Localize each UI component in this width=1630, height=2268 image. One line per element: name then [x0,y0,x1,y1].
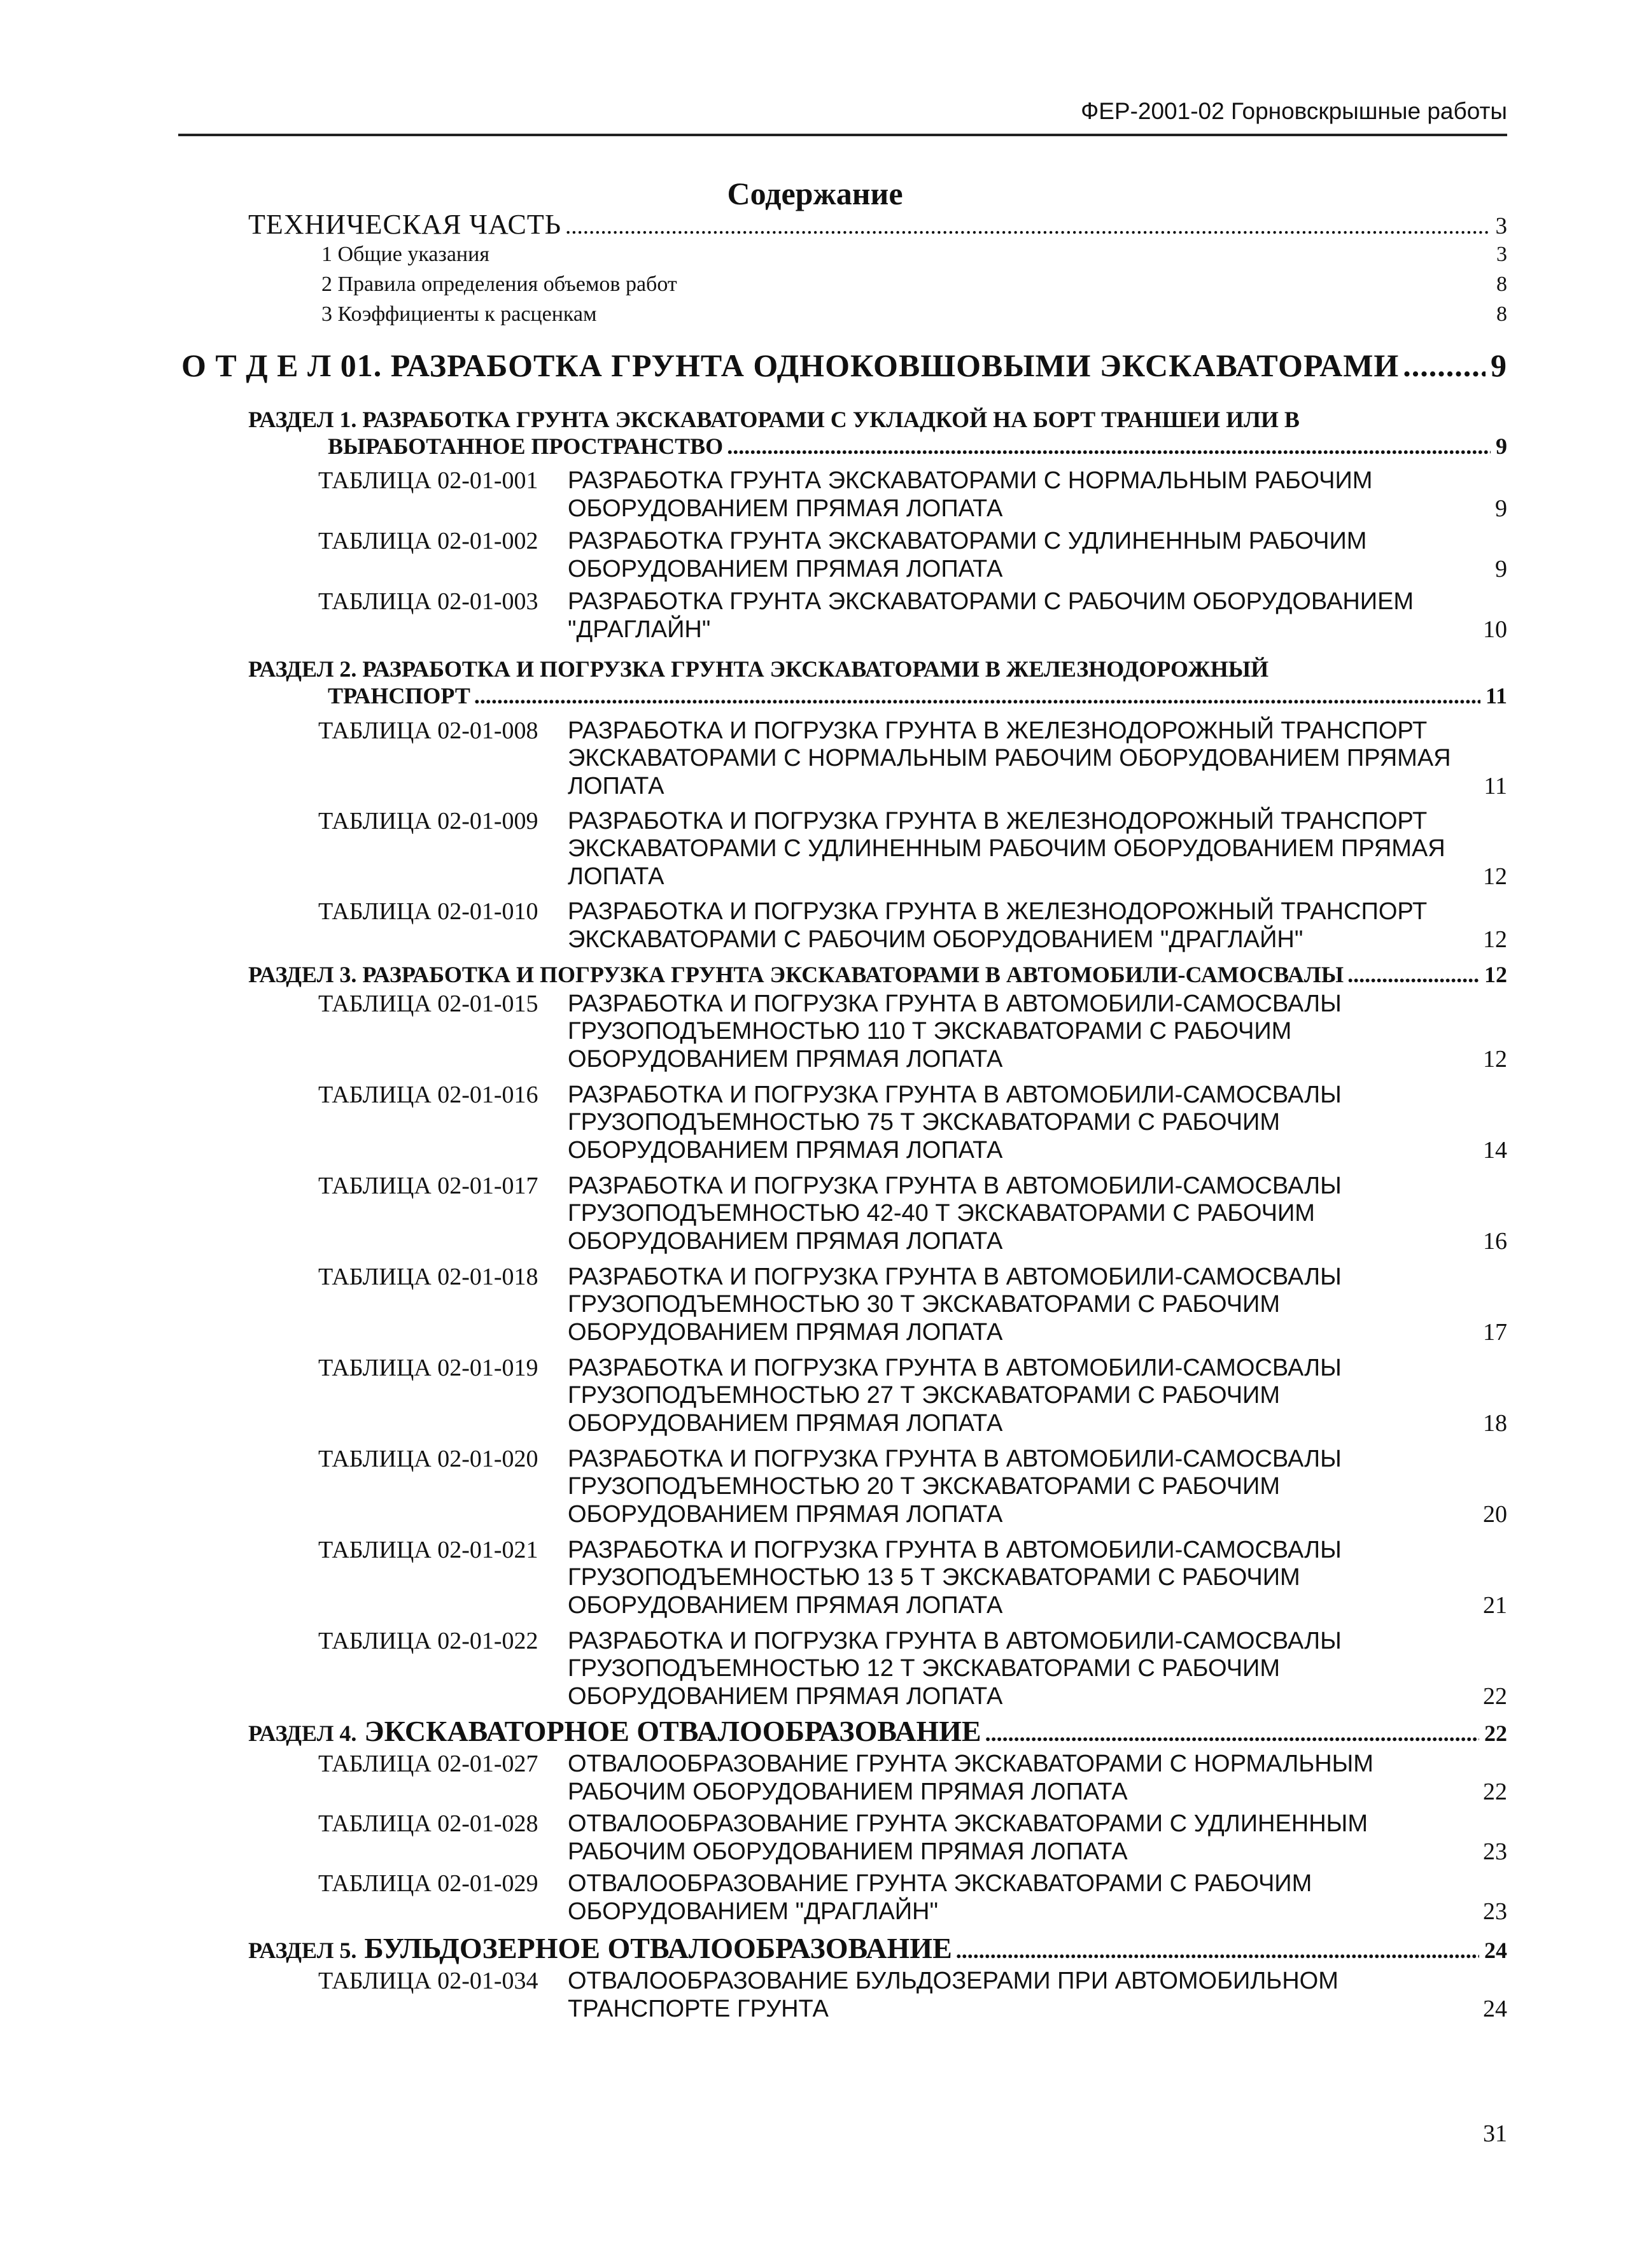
toc-entry-label: РАЗРАБОТКА И ПОГРУЗКА ГРУНТА В ЖЕЛЕЗНОДОРОЖНЫЙ ТРАНСПОРТ [568,808,1428,835]
toc-entry-label-cont: ГРУЗОПОДЪЕМНОСТЬЮ 30 Т ЭКСКАВАТОРАМИ С РАБОЧИМ [568,1291,1281,1318]
table-code: ТАБЛИЦА 02-01-001 [318,467,538,494]
toc-entry-label: ТЕХНИЧЕСКАЯ ЧАСТЬ [248,209,562,240]
toc-page: 14 [1483,1137,1507,1164]
toc-table-02-01-017[interactable] [318,1172,1507,1255]
toc-entry-label: 2 Правила определения объемов работ [321,272,677,296]
toc-page: 9 [1491,348,1507,383]
table-code: ТАБЛИЦА 02-01-022 [318,1628,538,1654]
table-code: ТАБЛИЦА 02-01-019 [318,1355,538,1381]
toc-entry-label-cont: ВЫРАБОТАННОЕ ПРОСТРАНСТВО [328,433,724,459]
toc-entry-label-cont: РАБОЧИМ ОБОРУДОВАНИЕМ ПРЯМАЯ ЛОПАТА [568,1778,1128,1805]
toc-razdel-3[interactable] [248,961,1507,988]
toc-entry-label-cont: ГРУЗОПОДЪЕМНОСТЬЮ 75 Т ЭКСКАВАТОРАМИ С РАБОЧИМ [568,1109,1281,1136]
toc-table-02-01-019[interactable] [318,1354,1507,1437]
toc-page: 22 [1483,1778,1507,1805]
toc-table-02-01-015[interactable] [318,990,1507,1073]
toc-entry-label: РАЗРАБОТКА И ПОГРУЗКА ГРУНТА В ЖЕЛЕЗНОДОРОЖНЫЙ ТРАНСПОРТ [568,898,1428,925]
toc-page: 22 [1483,1683,1507,1710]
toc-page: 10 [1483,616,1507,643]
toc-entry-label: РАЗРАБОТКА И ПОГРУЗКА ГРУНТА В АВТОМОБИЛИ-САМОСВАЛЫ [568,1628,1342,1654]
toc-entry-label: РАЗРАБОТКА И ПОГРУЗКА ГРУНТА В АВТОМОБИЛИ-САМОСВАЛЫ [568,1081,1342,1108]
toc-entry-label-cont: ЭКСКАВАТОРАМИ С УДЛИНЕННЫМ РАБОЧИМ ОБОРУДОВАНИЕМ ПРЯМАЯ [568,835,1445,862]
toc-entry-label: ОТВАЛООБРАЗОВАНИЕ ГРУНТА ЭКСКАВАТОРАМИ С НОРМАЛЬНЫМ [568,1750,1374,1777]
page-title: Содержание [727,176,903,211]
toc-razdel-1[interactable] [248,406,1507,460]
toc-entry-label: РАЗРАБОТКА ГРУНТА ЭКСКАВАТОРАМИ С РАБОЧИМ ОБОРУДОВАНИЕМ [568,588,1414,615]
table-code: ТАБЛИЦА 02-01-002 [318,528,538,554]
toc-page: 9 [1495,495,1507,522]
toc-entry-label: РАЗРАБОТКА ГРУНТА ЭКСКАВАТОРАМИ С УДЛИНЕННЫМ РАБОЧИМ [568,528,1367,554]
toc-table-02-01-027[interactable] [318,1750,1507,1806]
toc-table-02-01-018[interactable] [318,1263,1507,1346]
table-code: ТАБЛИЦА 02-01-020 [318,1446,538,1472]
table-code: ТАБЛИЦА 02-01-029 [318,1870,538,1897]
toc-page: 11 [1485,683,1507,708]
toc-page: 9 [1496,433,1507,459]
toc-entry-label-cont: ОБОРУДОВАНИЕМ ПРЯМАЯ ЛОПАТА [568,1683,1003,1710]
toc-table-02-01-029[interactable] [318,1870,1507,1926]
toc-table-02-01-022[interactable] [318,1627,1507,1710]
toc-table-02-01-008[interactable] [318,717,1507,800]
toc-entry-label: РАЗРАБОТКА И ПОГРУЗКА ГРУНТА В АВТОМОБИЛИ-САМОСВАЛЫ [568,1355,1342,1381]
table-code: ТАБЛИЦА 02-01-027 [318,1750,538,1777]
toc-entry-label-cont: ТРАНСПОРТ [328,683,470,708]
table-code: ТАБЛИЦА 02-01-009 [318,808,538,835]
table-code: ТАБЛИЦА 02-01-028 [318,1810,538,1837]
toc-page: 9 [1495,556,1507,582]
toc-entry-prefix: РАЗДЕЛ 5. [248,1938,357,1963]
toc-razdel-2[interactable] [248,656,1507,709]
toc-entry-label-cont: ОБОРУДОВАНИЕМ ПРЯМАЯ ЛОПАТА [568,1137,1003,1164]
toc-entry-label-cont: ЭКСКАВАТОРАМИ С РАБОЧИМ ОБОРУДОВАНИЕМ "ДРАГЛАЙН" [568,926,1303,953]
toc-razdel-5[interactable] [248,1931,1507,1965]
toc-entry-label-cont: ОБОРУДОВАНИЕМ ПРЯМАЯ ЛОПАТА [568,1046,1003,1073]
toc-entry-label: РАЗРАБОТКА И ПОГРУЗКА ГРУНТА В ЖЕЛЕЗНОДОРОЖНЫЙ ТРАНСПОРТ [568,717,1428,744]
leader-dots [565,213,1490,240]
toc-entry-label: РАЗДЕЛ 3. РАЗРАБОТКА И ПОГРУЗКА ГРУНТА ЭКСКАВАТОРАМИ В АВТОМОБИЛИ-САМОСВАЛЫ [248,962,1344,987]
toc-table-02-01-010[interactable] [318,898,1507,954]
toc-table-02-01-002[interactable] [318,527,1507,583]
toc-entry-label-cont: "ДРАГЛАЙН" [568,616,711,643]
table-code: ТАБЛИЦА 02-01-008 [318,717,538,744]
toc-page: 23 [1483,1898,1507,1925]
toc-table-02-01-009[interactable] [318,807,1507,891]
toc-page: 12 [1483,926,1507,953]
toc-table-02-01-028[interactable] [318,1810,1507,1866]
leader-dots [727,433,1491,460]
toc-page: 3 [1496,243,1507,266]
toc-table-02-01-020[interactable] [318,1445,1507,1528]
table-code: ТАБЛИЦА 02-01-021 [318,1537,538,1563]
toc-entry-label: ОТВАЛООБРАЗОВАНИЕ ГРУНТА ЭКСКАВАТОРАМИ С УДЛИНЕННЫМ [568,1810,1368,1837]
toc-page: 17 [1483,1319,1507,1346]
toc-entry-label: ОТВАЛООБРАЗОВАНИЕ БУЛЬДОЗЕРАМИ ПРИ АВТОМОБИЛЬНОМ [568,1968,1338,1994]
toc-tech-part[interactable] [248,208,1507,241]
toc-page: 23 [1483,1838,1507,1865]
toc-page: 20 [1483,1501,1507,1528]
toc-entry-label-cont: ГРУЗОПОДЪЕМНОСТЬЮ 42-40 Т ЭКСКАВАТОРАМИ С РАБОЧИМ [568,1200,1315,1227]
toc-entry-label-cont: ГРУЗОПОДЪЕМНОСТЬЮ 110 Т ЭКСКАВАТОРАМИ С РАБОЧИМ [568,1018,1292,1045]
toc-entry-label-cont: ГРУЗОПОДЪЕМНОСТЬЮ 27 Т ЭКСКАВАТОРАМИ С РАБОЧИМ [568,1382,1281,1409]
toc-entry-label-cont: ОБОРУДОВАНИЕМ ПРЯМАЯ ЛОПАТА [568,1319,1003,1346]
toc-entry-label: О Т Д Е Л 01. РАЗРАБОТКА ГРУНТА ОДНОКОВШОВЫМИ ЭКСКАВАТОРАМИ [181,348,1400,383]
toc-page: 11 [1484,773,1507,799]
toc-page: 8 [1496,302,1507,326]
table-code: ТАБЛИЦА 02-01-016 [318,1081,538,1108]
toc-entry-label: РАЗРАБОТКА И ПОГРУЗКА ГРУНТА В АВТОМОБИЛИ-САМОСВАЛЫ [568,1173,1342,1199]
toc-entry-label: ЭКСКАВАТОРНОЕ ОТВАЛООБРАЗОВАНИЕ [364,1715,981,1747]
table-code: ТАБЛИЦА 02-01-018 [318,1264,538,1290]
running-header [178,95,1507,136]
table-code: ТАБЛИЦА 02-01-017 [318,1173,538,1199]
toc-entry-label-cont: ОБОРУДОВАНИЕМ ПРЯМАЯ ЛОПАТА [568,495,1003,522]
running-header-text: ФЕР-2001-02 Горновскрышные работы [1081,98,1507,124]
leader-dots [1347,961,1479,988]
toc-entry-label-cont: ОБОРУДОВАНИЕМ ПРЯМАЯ ЛОПАТА [568,1228,1003,1255]
toc-entry-label: РАЗДЕЛ 1. РАЗРАБОТКА ГРУНТА ЭКСКАВАТОРАМИ С УКЛАДКОЙ НА БОРТ ТРАНШЕИ ИЛИ В [248,407,1300,432]
toc-table-02-01-034[interactable] [318,1967,1507,2023]
page-number: 31 [1483,2120,1507,2147]
toc-page: 16 [1483,1228,1507,1255]
leader-dots [956,1937,1479,1964]
toc-entry-label: РАЗРАБОТКА И ПОГРУЗКА ГРУНТА В АВТОМОБИЛИ-САМОСВАЛЫ [568,1537,1342,1563]
toc-entry-label-cont: ОБОРУДОВАНИЕМ ПРЯМАЯ ЛОПАТА [568,1592,1003,1619]
toc-entry-label-cont: ГРУЗОПОДЪЕМНОСТЬЮ 20 Т ЭКСКАВАТОРАМИ С РАБОЧИМ [568,1473,1281,1500]
toc-entry-label: ОТВАЛООБРАЗОВАНИЕ ГРУНТА ЭКСКАВАТОРАМИ С РАБОЧИМ [568,1870,1312,1897]
toc-page: 21 [1483,1592,1507,1619]
toc-entry-prefix: РАЗДЕЛ 4. [248,1721,357,1746]
toc-page: 24 [1484,1938,1507,1963]
toc-page: 12 [1484,962,1507,987]
leader-dots [1403,347,1486,384]
table-code: ТАБЛИЦА 02-01-034 [318,1968,538,1994]
toc-entry-label-cont: ОБОРУДОВАНИЕМ ПРЯМАЯ ЛОПАТА [568,1410,1003,1437]
toc-entry-label-cont: ЭКСКАВАТОРАМИ С НОРМАЛЬНЫМ РАБОЧИМ ОБОРУДОВАНИЕМ ПРЯМАЯ [568,745,1451,771]
leader-dots [474,682,1480,709]
toc-entry-label-cont: РАБОЧИМ ОБОРУДОВАНИЕМ ПРЯМАЯ ЛОПАТА [568,1838,1128,1865]
toc-entry-label: РАЗРАБОТКА И ПОГРУЗКА ГРУНТА В АВТОМОБИЛИ-САМОСВАЛЫ [568,1446,1342,1472]
toc-entry-label: БУЛЬДОЗЕРНОЕ ОТВАЛООБРАЗОВАНИЕ [364,1932,952,1964]
toc-entry-label-cont: ЛОПАТА [568,863,664,890]
toc-otdel-01[interactable] [181,347,1507,384]
toc-razdel-4[interactable] [248,1714,1507,1748]
toc-entry-label: РАЗРАБОТКА И ПОГРУЗКА ГРУНТА В АВТОМОБИЛИ-САМОСВАЛЫ [568,990,1342,1017]
table-code: ТАБЛИЦА 02-01-015 [318,990,538,1017]
toc-page: 8 [1496,272,1507,296]
toc-tech-item-1[interactable] [321,243,1507,267]
toc-tech-item-2[interactable] [321,272,1507,297]
toc-page: 12 [1483,863,1507,890]
leader-dots [985,1720,1479,1747]
toc-entry-label: 3 Коэффициенты к расценкам [321,302,597,326]
toc-entry-label: 1 Общие указания [321,243,489,266]
toc-entry-label-cont: ОБОРУДОВАНИЕМ "ДРАГЛАЙН" [568,1898,938,1925]
toc-entry-label-cont: ГРУЗОПОДЪЕМНОСТЬЮ 12 Т ЭКСКАВАТОРАМИ С РАБОЧИМ [568,1655,1281,1682]
toc-page: 24 [1483,1996,1507,2022]
toc-page: 22 [1484,1721,1507,1746]
toc-tech-item-3[interactable] [321,302,1507,327]
toc-page: 12 [1483,1046,1507,1073]
toc-entry-label: РАЗДЕЛ 2. РАЗРАБОТКА И ПОГРУЗКА ГРУНТА ЭКСКАВАТОРАМИ В ЖЕЛЕЗНОДОРОЖНЫЙ [248,656,1269,682]
toc-table-02-01-016[interactable] [318,1081,1507,1164]
toc-table-02-01-021[interactable] [318,1536,1507,1619]
toc-table-02-01-003[interactable] [318,588,1507,644]
table-code: ТАБЛИЦА 02-01-003 [318,588,538,615]
toc-entry-label-cont: ЛОПАТА [568,773,664,799]
toc-entry-label-cont: ТРАНСПОРТЕ ГРУНТА [568,1996,829,2022]
toc-entry-label-cont: ГРУЗОПОДЪЕМНОСТЬЮ 13 5 Т ЭКСКАВАТОРАМИ С РАБОЧИМ [568,1564,1300,1591]
toc-page: 3 [1495,213,1507,239]
table-code: ТАБЛИЦА 02-01-010 [318,898,538,925]
toc-entry-label-cont: ОБОРУДОВАНИЕМ ПРЯМАЯ ЛОПАТА [568,1501,1003,1528]
toc-entry-label-cont: ОБОРУДОВАНИЕМ ПРЯМАЯ ЛОПАТА [568,556,1003,582]
toc-page: 18 [1483,1410,1507,1437]
toc-entry-label: РАЗРАБОТКА ГРУНТА ЭКСКАВАТОРАМИ С НОРМАЛЬНЫМ РАБОЧИМ [568,467,1373,494]
toc-entry-label: РАЗРАБОТКА И ПОГРУЗКА ГРУНТА В АВТОМОБИЛИ-САМОСВАЛЫ [568,1264,1342,1290]
toc-table-02-01-001[interactable] [318,467,1507,523]
